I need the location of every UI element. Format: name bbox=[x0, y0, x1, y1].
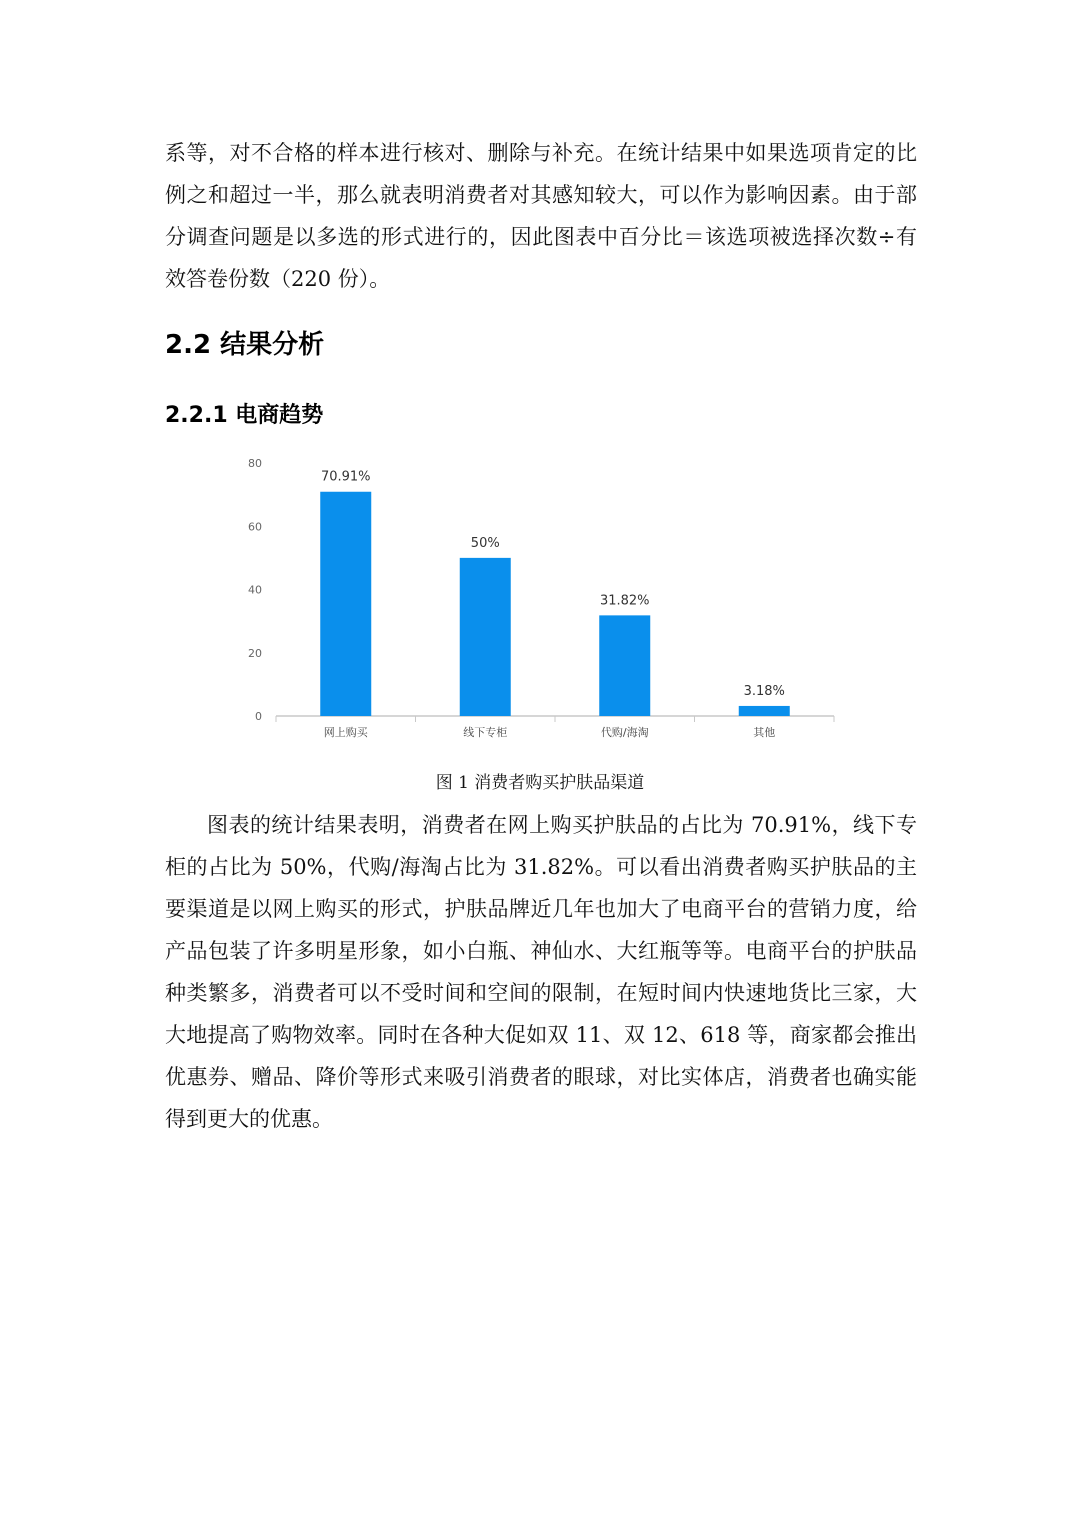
bar-series bbox=[320, 492, 790, 716]
x-category-label: 网上购买 bbox=[323, 726, 368, 739]
y-tick-label: 60 bbox=[248, 520, 262, 534]
figure-caption: 图 1 消费者购买护肤品渠道 bbox=[435, 773, 645, 793]
bar-value-label: 3.18% bbox=[743, 683, 785, 699]
x-category-label: 线下专柜 bbox=[463, 726, 508, 739]
bar bbox=[599, 615, 650, 716]
bar bbox=[460, 558, 511, 716]
x-axis-ticks bbox=[276, 716, 834, 722]
bar bbox=[320, 492, 371, 716]
bar bbox=[739, 706, 790, 716]
x-axis-category-labels bbox=[324, 725, 776, 739]
intro-paragraph: 系等，对不合格的样本进行核对、删除与补充。在统计结果中如果选项肯定的比例之和超过一半，那么就表明消费者对其感知较大，可以作为影响因素。由于部分调查问题是以多选的形式进行的，因此图表中百分比＝该选项被选择次数÷有效答卷份数（220 份）。 bbox=[165, 141, 917, 291]
y-tick-label: 80 bbox=[248, 457, 262, 470]
subsection-heading: 2.2.1 电商趋势 bbox=[165, 403, 324, 428]
y-axis-tick-labels bbox=[248, 457, 262, 723]
y-tick-label: 20 bbox=[248, 646, 262, 660]
body-paragraph: 图表的统计结果表明，消费者在网上购买护肤品的占比为 70.91%，线下专柜的占比为 50%，代购/海淘占比为 31.82%。可以看出消费者购买护肤品的主要渠道是以网上购买的形式，护肤品牌近几年也加大了电商平台的营销力度，给产品包装了许多明星形象，如小白瓶、神仙水、大红瓶等等。电商平台的护肤品种类繁多，消费者可以不受时间和空间的限制，在短时间内快速地货比三家，大大地提高了购物效率。同时在各种大促如双 11、双 12、618 等，商家都会推出优惠券、赠品、降价等形式来吸引消费者的眼球，对比实体店，消费者也确实能得到更大的优惠。 bbox=[165, 813, 917, 1131]
y-tick-label: 0 bbox=[255, 710, 262, 723]
x-category-label: 其他 bbox=[753, 726, 776, 739]
bar-value-label: 31.82% bbox=[599, 593, 650, 609]
bar-chart bbox=[236, 450, 856, 750]
bar-data-labels bbox=[321, 470, 785, 699]
y-tick-label: 40 bbox=[248, 583, 262, 597]
section-heading: 2.2 结果分析 bbox=[165, 330, 325, 360]
x-category-label: 代购/海淘 bbox=[600, 726, 649, 739]
bar-value-label: 50% bbox=[470, 535, 500, 551]
bar-value-label: 70.91% bbox=[320, 469, 371, 485]
